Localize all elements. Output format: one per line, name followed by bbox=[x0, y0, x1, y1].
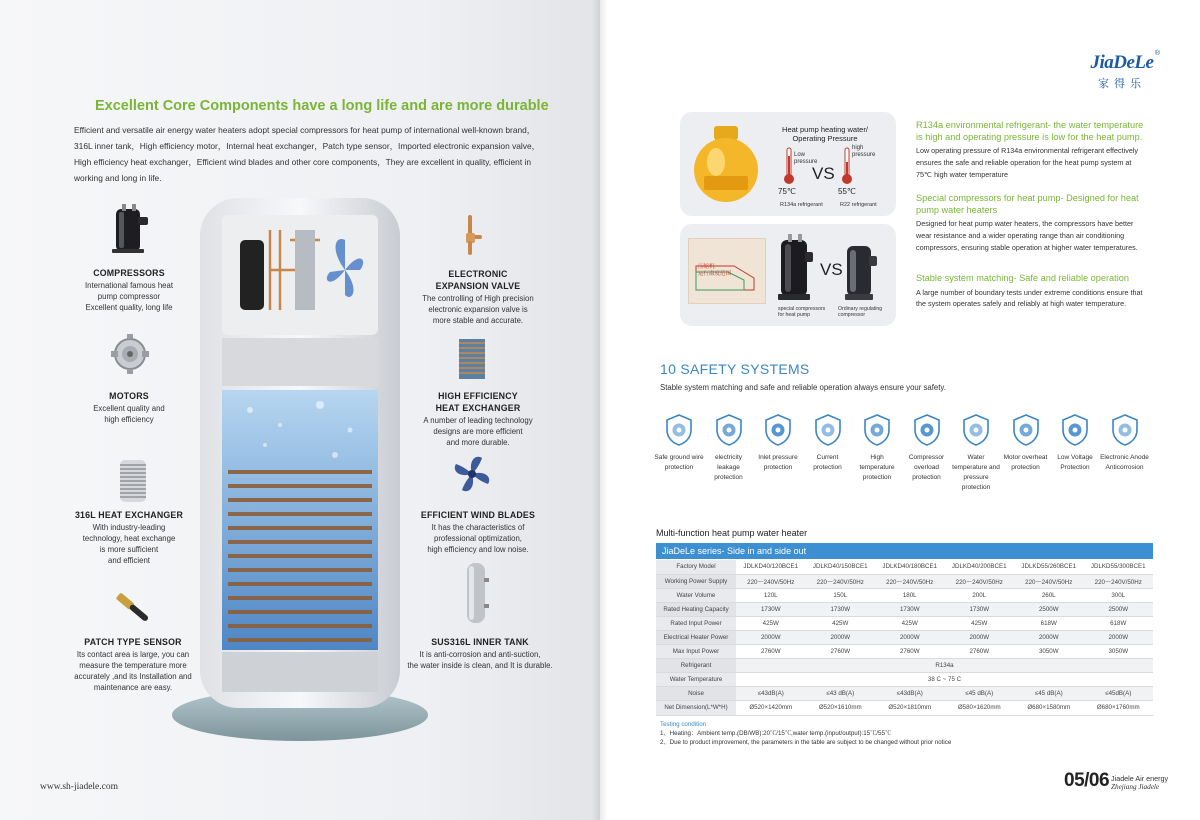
table-cell: ≤43dB(A) bbox=[736, 687, 806, 701]
component-desc-line: Excellent quality and bbox=[93, 404, 165, 413]
component-name: 316L HEAT EXCHANGER bbox=[74, 510, 184, 520]
feature-title: R134a environmental refrigerant- the water temperature bbox=[916, 120, 1144, 130]
table-cell: ≤43dB(A) bbox=[875, 687, 945, 701]
safety-label: Compressor overload protection bbox=[908, 454, 945, 481]
table-cell: Ø680×1580mm bbox=[1014, 701, 1084, 715]
component-desc-line: With industry-leading bbox=[92, 523, 166, 532]
patch-sensor-icon bbox=[108, 585, 156, 629]
low-pressure-line: Low bbox=[794, 152, 806, 158]
table-cell: 425W bbox=[945, 616, 1015, 630]
caption-line: Ordinary regulating bbox=[838, 306, 883, 312]
table-cell: JDLKD40/120BCE1 bbox=[736, 560, 806, 574]
table-cell: 2000W bbox=[1014, 630, 1084, 644]
table-row bbox=[656, 588, 1153, 602]
feature-body: Designed for heat pump water heaters, the compressors have better wear resistance and a wider operating range than air conditioning compressors, ensuring stable operation at higher water temperatures. bbox=[916, 219, 1138, 252]
component-name-line2: EXPANSION VALVE bbox=[435, 281, 521, 291]
safety-label: Low Voltage Protection bbox=[1057, 454, 1093, 471]
safety-label: Electronic Anode Anticorrosion bbox=[1100, 454, 1149, 471]
component-name: COMPRESSORS bbox=[93, 268, 165, 278]
card1-title-line: Heat pump heating water/ bbox=[782, 125, 868, 134]
heat-exchanger-coil-icon bbox=[116, 458, 150, 504]
table-row bbox=[656, 659, 1153, 673]
safety-item bbox=[753, 413, 803, 473]
table-cell: 2000W bbox=[736, 630, 806, 644]
table-row bbox=[656, 701, 1153, 715]
table-cell: 425W bbox=[806, 616, 876, 630]
component-desc-line: the water inside is clean, and It is durable. bbox=[407, 661, 553, 670]
safety-item bbox=[654, 413, 704, 473]
component-desc-line: pump compressor bbox=[97, 292, 161, 301]
range-chart-label bbox=[698, 264, 731, 278]
current-icon bbox=[813, 413, 843, 447]
component-desc-line: professional optimization, bbox=[434, 534, 522, 543]
special-compressor-icon bbox=[776, 234, 814, 304]
card1-title-line: Operating Pressure bbox=[792, 134, 858, 143]
high-pressure-line: pressure bbox=[852, 152, 876, 158]
safety-label: Water temperature and pressure protection bbox=[952, 454, 1000, 491]
table-cell: ≤45 dB(A) bbox=[945, 687, 1015, 701]
table-cell: JDLKD40/180BCE1 bbox=[875, 560, 945, 574]
feature-title: Special compressors for heat pump- Designed for heat bbox=[916, 193, 1139, 203]
left-page-intro: Efficient and versatile air energy water heaters adopt special compressors for heat pump of international well-known brand， 316L inner tank，High efficiency motor，Internal heat exchanger，Patch type sensor，Imported electronic expansion valve，High efficiency heat exchanger，Efficient wind blades and other core components，They are excellent in quality, efficient in working and long in life. bbox=[74, 125, 540, 183]
component-name-line2: HEAT EXCHANGER bbox=[435, 403, 521, 413]
feature-title: Stable system matching- Safe and reliable operation bbox=[916, 273, 1129, 283]
table-row bbox=[656, 616, 1153, 630]
row-header: Electrical Heater Power bbox=[656, 630, 736, 644]
table-banner: JiaDeLe series- Side in and side out bbox=[656, 543, 1153, 559]
component-desc-line: and more durable. bbox=[446, 438, 510, 447]
spec-table bbox=[656, 560, 1153, 716]
table-cell: 2000W bbox=[806, 630, 876, 644]
water-temp-pressure-icon bbox=[961, 413, 991, 447]
caption-line: compressor bbox=[838, 312, 866, 318]
component-desc-line: It is anti-corrosion and anti-suction, bbox=[419, 650, 541, 659]
table-cell: 3050W bbox=[1014, 645, 1084, 659]
temp-75: 75℃ bbox=[778, 187, 796, 196]
table-cell: 3050W bbox=[1084, 645, 1154, 659]
inner-tank-icon bbox=[462, 560, 490, 626]
refrigerant-tank-icon bbox=[690, 124, 762, 204]
caption-special-compressor bbox=[778, 306, 825, 318]
table-cell: 38 C ~ 75 C bbox=[736, 673, 1153, 687]
component-desc-line: electronic expansion valve is bbox=[428, 305, 528, 314]
table-cell: Ø680×1760mm bbox=[1084, 701, 1154, 715]
row-header: Refrigerant bbox=[656, 659, 736, 673]
component-desc-line: accurately ,and its Installation and bbox=[74, 672, 192, 681]
table-cell: 2500W bbox=[1014, 602, 1084, 616]
table-cell: 1730W bbox=[736, 602, 806, 616]
ordinary-compressor-icon bbox=[842, 240, 878, 304]
feature-body: Low operating pressure of R134a environmental refrigerant effectively ensures the safe and reliable operation for the heat pump system at 75℃ high water temperature bbox=[916, 146, 1139, 179]
component-desc-line: The controlling of High precision bbox=[422, 294, 534, 303]
range-chart-label-line: 运行温度范围 bbox=[698, 271, 732, 277]
component-name: SUS316L INNER TANK bbox=[431, 637, 529, 647]
table-title: Multi-function heat pump water heater bbox=[656, 528, 808, 538]
page-fold bbox=[592, 0, 608, 820]
row-header: Max Input Power bbox=[656, 645, 736, 659]
table-cell: 1730W bbox=[806, 602, 876, 616]
table-cell: R134a bbox=[736, 659, 1153, 673]
safety-item bbox=[803, 413, 853, 473]
safety-label: Motor overheat protection bbox=[1003, 454, 1048, 471]
table-cell: 425W bbox=[875, 616, 945, 630]
row-header: Net Dimension(L*W*H) bbox=[656, 701, 736, 715]
table-row bbox=[656, 560, 1153, 574]
safety-label: electricity leakage protection bbox=[714, 454, 743, 481]
table-cell: 150L bbox=[806, 588, 876, 602]
table-cell: 200L bbox=[945, 588, 1015, 602]
anode-icon bbox=[1110, 413, 1140, 447]
logo-text: JiaDeLe bbox=[1090, 52, 1154, 73]
table-cell: 2760W bbox=[806, 645, 876, 659]
caption-r22: R22 refrigerant bbox=[840, 202, 877, 208]
footer-brand bbox=[1111, 774, 1168, 792]
row-header: Water Volume bbox=[656, 588, 736, 602]
feature-r134a bbox=[916, 120, 1146, 180]
table-row bbox=[656, 673, 1153, 687]
compressor-overload-icon bbox=[912, 413, 942, 447]
component-desc-line: maintenance are easy. bbox=[93, 683, 173, 692]
row-header: Rated Input Power bbox=[656, 616, 736, 630]
table-cell: 220～240V/50Hz bbox=[1014, 574, 1084, 588]
feature-stable-system bbox=[916, 273, 1146, 310]
safety-item bbox=[951, 413, 1001, 493]
table-cell: JDLKD40/200BCE1 bbox=[945, 560, 1015, 574]
logo-chinese: 家得乐 bbox=[1098, 78, 1146, 90]
table-cell: 2000W bbox=[875, 630, 945, 644]
component-name: PATCH TYPE SENSOR bbox=[84, 637, 182, 647]
feature-title: pump water heaters bbox=[916, 204, 998, 215]
component-desc-line: high efficiency and low noise. bbox=[427, 545, 529, 554]
wind-blade-icon bbox=[450, 452, 494, 496]
table-cell: 220～240V/50Hz bbox=[945, 574, 1015, 588]
component-desc-line: and efficient bbox=[108, 556, 150, 565]
table-cell: JDLKD55/300BCE1 bbox=[1084, 560, 1154, 574]
safety-item bbox=[1001, 413, 1051, 473]
caption-r134a: R134a refrigerant bbox=[780, 202, 823, 208]
range-chart-label-line: 压缩机 bbox=[698, 264, 715, 270]
high-pressure-label bbox=[852, 145, 875, 159]
table-cell: 1730W bbox=[875, 602, 945, 616]
component-name: EFFICIENT WIND BLADES bbox=[420, 510, 536, 520]
safety-label: Inlet pressure protection bbox=[758, 454, 798, 471]
safety-label: High temperature protection bbox=[859, 454, 895, 481]
safety-subtitle: Stable system matching and safe and reliable operation always ensure your safety. bbox=[660, 383, 946, 392]
safety-item bbox=[902, 413, 952, 483]
table-row bbox=[656, 687, 1153, 701]
ground-wire-icon bbox=[664, 413, 694, 447]
table-cell: 220～240V/50Hz bbox=[736, 574, 806, 588]
component-name: MOTORS bbox=[109, 391, 149, 401]
table-row bbox=[656, 574, 1153, 588]
heater-divider-band bbox=[222, 338, 378, 386]
table-cell: 2000W bbox=[1084, 630, 1154, 644]
feature-title: is high and operating pressure is low for the heat pump. bbox=[916, 131, 1143, 142]
table-cell: 300L bbox=[1084, 588, 1154, 602]
component-desc-line: designs are more efficient bbox=[433, 427, 523, 436]
card1-vs: VS bbox=[812, 164, 835, 183]
component-desc-line: more stable and accurate. bbox=[432, 316, 524, 325]
component-desc-line: A number of leading technology bbox=[423, 416, 533, 425]
table-cell: 618W bbox=[1014, 616, 1084, 630]
brand-logo bbox=[1082, 52, 1162, 102]
row-header: Factory Model bbox=[656, 560, 736, 574]
table-cell: ≤45dB(A) bbox=[1084, 687, 1154, 701]
safety-item bbox=[704, 413, 754, 483]
table-row bbox=[656, 630, 1153, 644]
table-cell: 260L bbox=[1014, 588, 1084, 602]
table-cell: 2000W bbox=[945, 630, 1015, 644]
component-name: HIGH EFFICIENCY bbox=[438, 391, 518, 401]
heater-cutaway-illustration bbox=[170, 190, 430, 750]
testing-condition-head: Testing condition bbox=[660, 721, 707, 728]
table-row bbox=[656, 602, 1153, 616]
row-header: Rated Heating Capacity bbox=[656, 602, 736, 616]
table-cell: 220～240V/50Hz bbox=[1084, 574, 1154, 588]
high-pressure-line: high bbox=[852, 145, 864, 151]
table-cell: ≤43 dB(A) bbox=[806, 687, 876, 701]
table-cell: JDLKD55/260BCE1 bbox=[1014, 560, 1084, 574]
safety-label: Current protection bbox=[813, 454, 842, 471]
caption-line: for heat pump bbox=[778, 312, 811, 318]
feature-special-compressors bbox=[916, 193, 1146, 253]
table-row bbox=[656, 645, 1153, 659]
component-name: ELECTRONIC bbox=[448, 269, 508, 279]
table-cell: 2760W bbox=[736, 645, 806, 659]
registered-mark: ® bbox=[1154, 50, 1160, 57]
copper-heat-exchanger-icon bbox=[455, 337, 489, 381]
high-temperature-icon bbox=[862, 413, 892, 447]
table-cell: 2760W bbox=[875, 645, 945, 659]
table-cell: Ø520×1810mm bbox=[875, 701, 945, 715]
website-url[interactable]: www.sh-jiadele.com bbox=[40, 782, 118, 792]
footer-brand-sub: Zhejiang Jiadele bbox=[1111, 783, 1160, 791]
component-desc-line: is more sufficient bbox=[99, 545, 159, 554]
row-header: Working Power Supply bbox=[656, 574, 736, 588]
table-cell: 220～240V/50Hz bbox=[875, 574, 945, 588]
table-cell: 180L bbox=[875, 588, 945, 602]
motor-overheat-icon bbox=[1011, 413, 1041, 447]
component-desc-line: It has the characteristics of bbox=[431, 523, 525, 532]
expansion-valve-icon bbox=[456, 215, 486, 255]
table-cell: JDLKD40/150BCE1 bbox=[806, 560, 876, 574]
table-cell: Ø580×1620mm bbox=[945, 701, 1015, 715]
temp-55: 55℃ bbox=[838, 187, 856, 196]
safety-item bbox=[852, 413, 902, 483]
motor-icon bbox=[108, 330, 152, 378]
safety-item bbox=[1050, 413, 1100, 473]
caption-ordinary-compressor bbox=[838, 306, 882, 318]
table-cell: 2760W bbox=[945, 645, 1015, 659]
inlet-pressure-icon bbox=[763, 413, 793, 447]
left-page-title: Excellent Core Components have a long life and are more durable bbox=[95, 98, 549, 114]
component-desc-line: technology, heat exchange bbox=[82, 534, 176, 543]
component-desc-line: high efficiency bbox=[104, 415, 154, 424]
testing-condition-line: 1、Heating：Ambient temp.(DB/WB):20℃/15℃,water temp.(input/output):15℃/55℃ bbox=[660, 730, 892, 737]
card2-vs: VS bbox=[820, 260, 843, 279]
testing-condition bbox=[660, 720, 951, 747]
safety-title: 10 SAFETY SYSTEMS bbox=[660, 361, 810, 377]
footer-brand-line: Jiadele Air energy bbox=[1111, 774, 1169, 783]
leakage-icon bbox=[714, 413, 744, 447]
table-cell: 120L bbox=[736, 588, 806, 602]
component-desc-line: measure the temperature more bbox=[79, 661, 187, 670]
safety-label: Safe ground wire protection bbox=[654, 454, 704, 471]
row-header: Noise bbox=[656, 687, 736, 701]
testing-condition-line: 2、Due to product improvement, the parameters in the table are subject to be changed without prior notice bbox=[660, 739, 952, 746]
component-desc-line: Its contact area is large, you can bbox=[76, 650, 190, 659]
low-pressure-line: pressure bbox=[794, 159, 818, 165]
component-desc-line: Excellent quality, long life bbox=[85, 303, 173, 312]
row-header: Water Temperature bbox=[656, 673, 736, 687]
table-cell: ≤45 dB(A) bbox=[1014, 687, 1084, 701]
table-cell: Ø520×1610mm bbox=[806, 701, 876, 715]
table-cell: 220～240V/50Hz bbox=[806, 574, 876, 588]
safety-item bbox=[1100, 413, 1150, 473]
table-cell: 2500W bbox=[1084, 602, 1154, 616]
feature-body: A large number of boundary tests under extreme conditions ensure that the system operates safely and reliably at high water temperature. bbox=[916, 287, 1143, 309]
card1-title bbox=[770, 125, 880, 143]
page-number: 05/06 bbox=[1064, 770, 1110, 791]
compressor-icon bbox=[108, 203, 152, 255]
table-cell: Ø520×1420mm bbox=[736, 701, 806, 715]
table-cell: 618W bbox=[1084, 616, 1154, 630]
safety-icons-row bbox=[654, 413, 1154, 493]
component-desc-line: International famous heat bbox=[85, 281, 173, 290]
low-voltage-icon bbox=[1060, 413, 1090, 447]
caption-line: special compressors bbox=[778, 306, 826, 312]
table-cell: 1730W bbox=[945, 602, 1015, 616]
table-cell: 425W bbox=[736, 616, 806, 630]
